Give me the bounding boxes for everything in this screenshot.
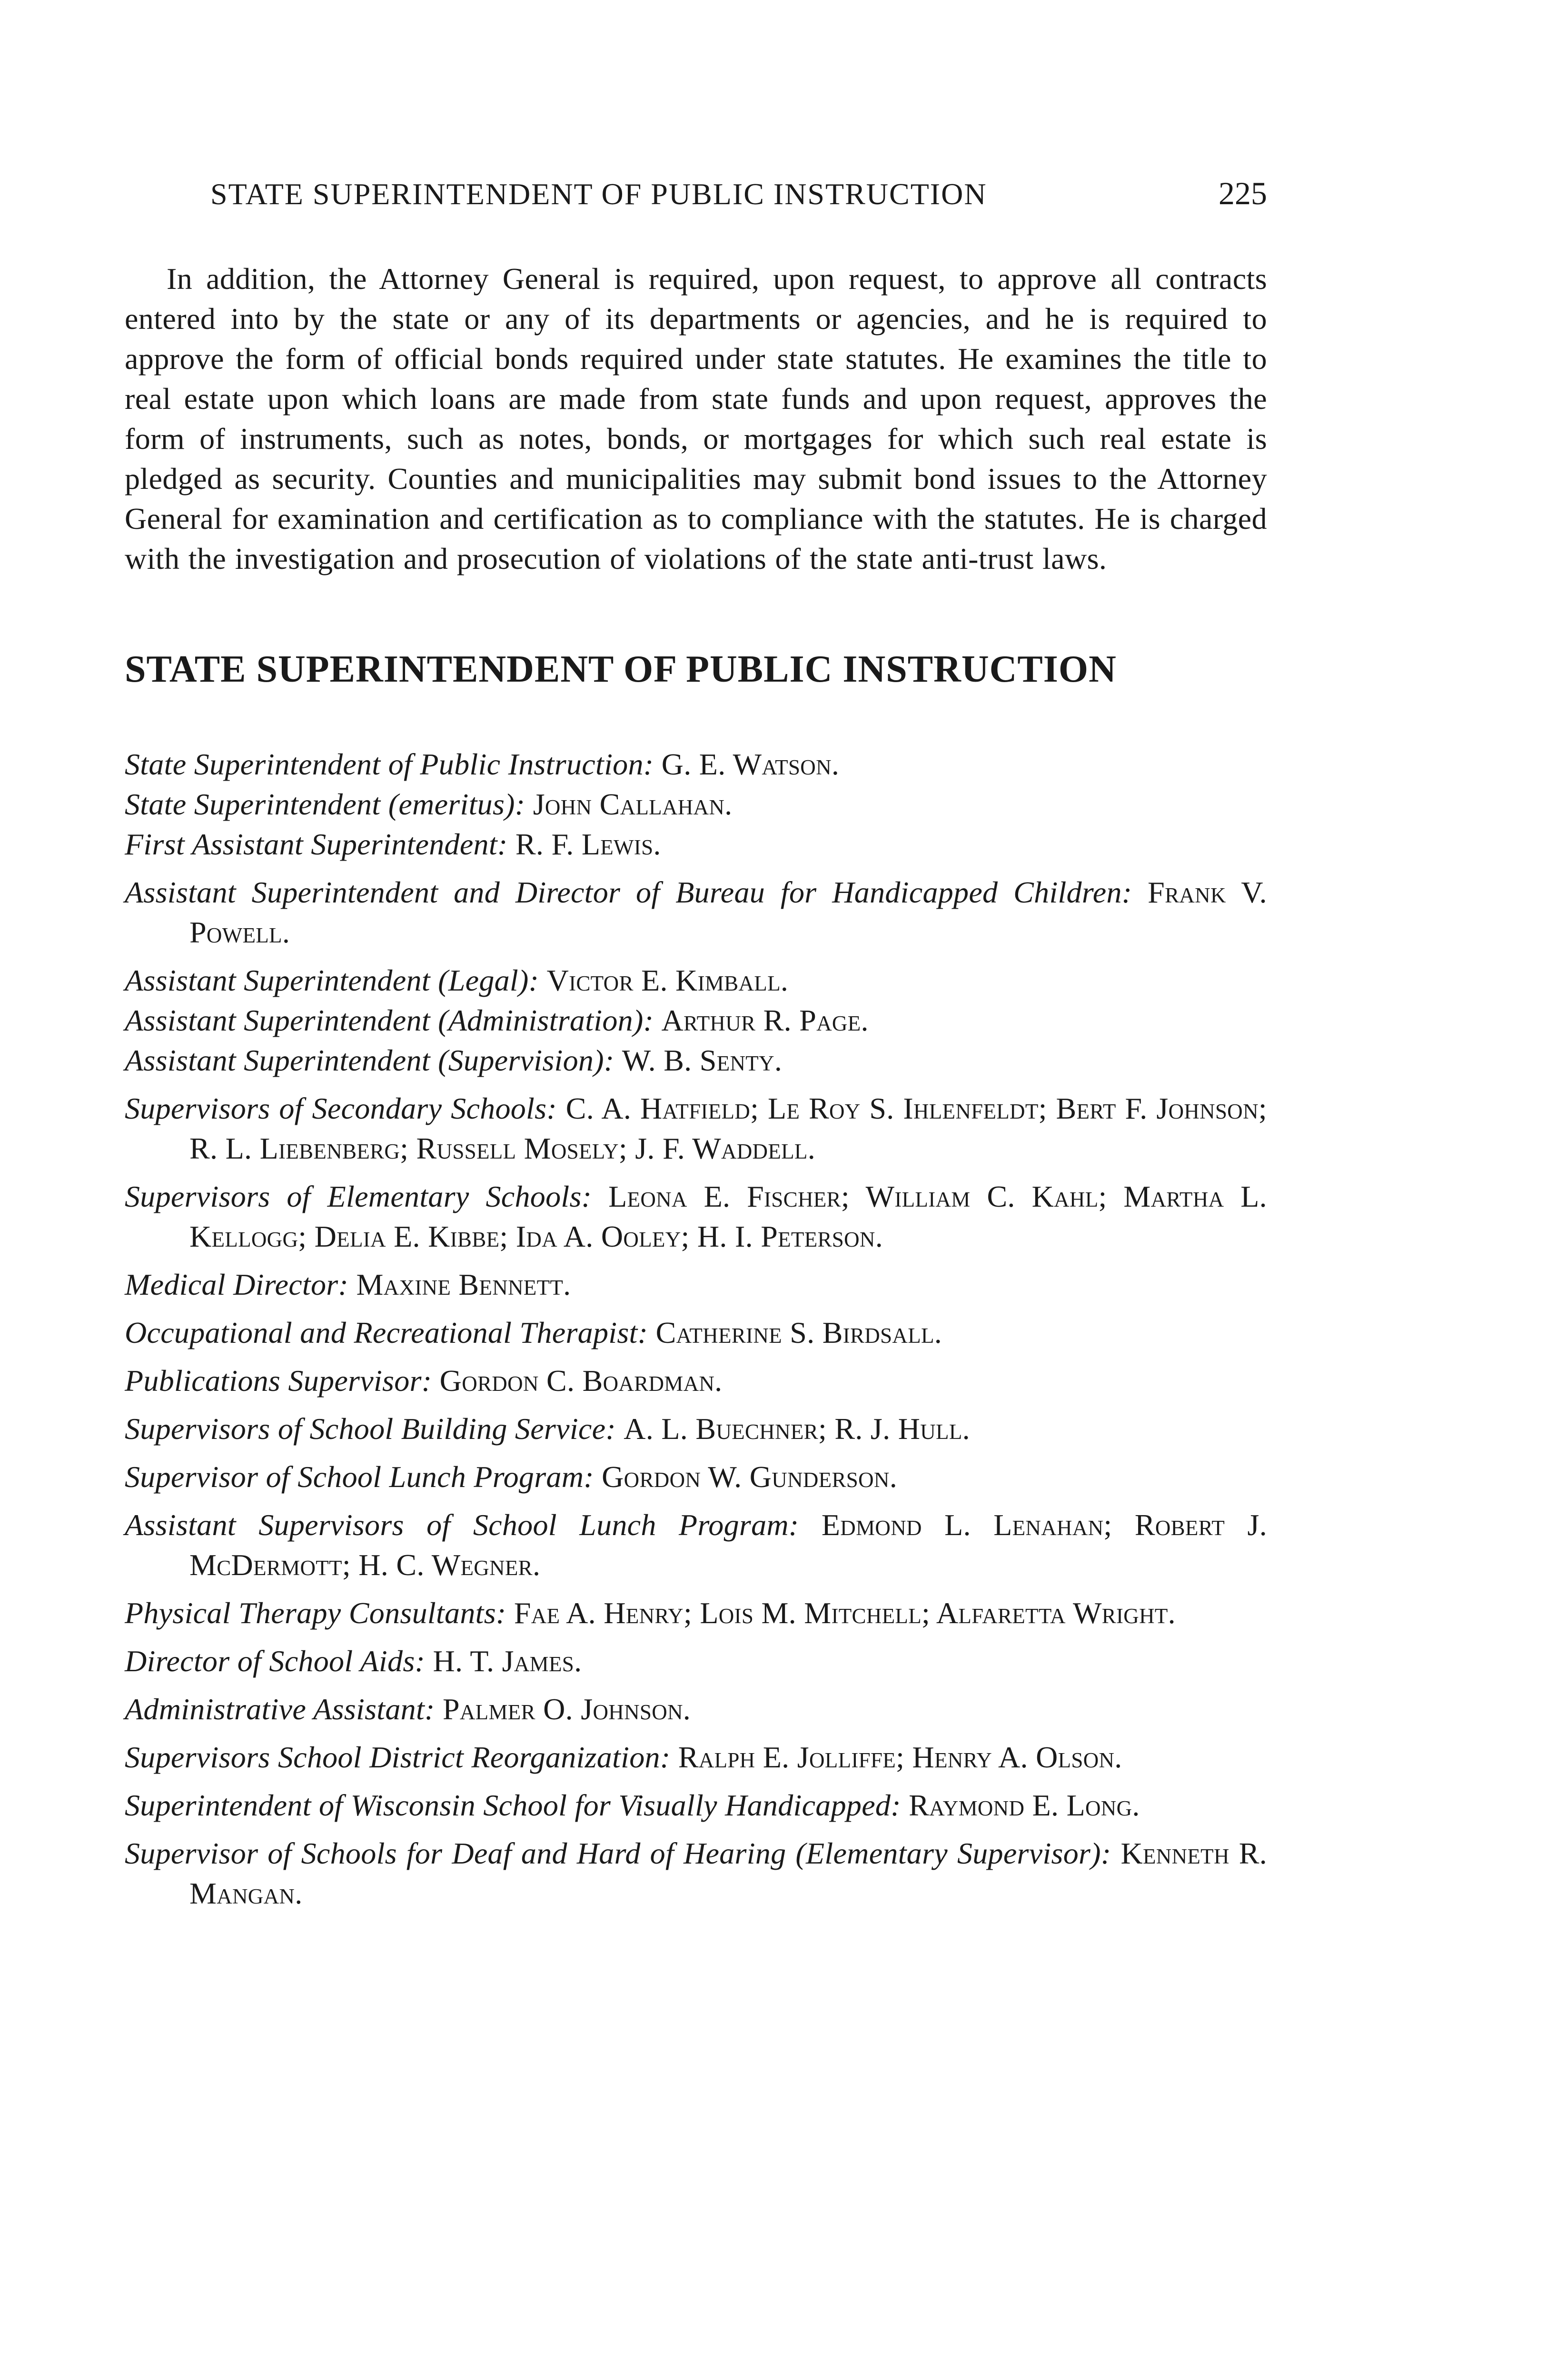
entry-role: Occupational and Recreational Therapist:	[125, 1316, 648, 1349]
entry-role: State Superintendent of Public Instruction:	[125, 747, 654, 781]
body-paragraph: In addition, the Attorney General is required, upon request, to approve all contracts entered into by the state or any of its departments or agencies, and he is required to approve the form of official bonds required under state statutes. He examines the title to real estate upon which loans are made from state funds and upon request, approves the form of instruments, such as notes, bonds, or mortgages for which such real estate is pledged as security. Counties and municipalities may submit bond issues to the Attorney General for examination and certification as to compliance with the statutes. He is charged with the investigation and prosecution of violations of the state anti-trust laws.	[125, 262, 1267, 575]
entry-names: Edmond L. Lenahan; Robert J. McDermott; H. C. Wegner.	[189, 1508, 1267, 1582]
staff-list	[125, 744, 1267, 1914]
entry-role: Assistant Superintendent and Director of Bureau for Handicapped Children:	[125, 875, 1132, 909]
staff-entry	[125, 1001, 1267, 1041]
section-title: STATE SUPERINTENDENT OF PUBLIC INSTRUCTION	[125, 648, 1117, 690]
entry-names: W. B. Senty.	[622, 1043, 783, 1077]
entry-names: Palmer O. Johnson.	[442, 1692, 691, 1726]
running-head	[125, 177, 1267, 209]
staff-entry	[125, 744, 1267, 784]
staff-entry	[125, 1593, 1267, 1633]
staff-entry	[125, 1177, 1267, 1257]
entry-role: Assistant Superintendent (Administration):	[125, 1003, 654, 1037]
entry-role: Publications Supervisor:	[125, 1364, 432, 1398]
staff-entry	[125, 1457, 1267, 1497]
entry-names: G. E. Watson.	[661, 747, 840, 781]
staff-entry	[125, 1041, 1267, 1081]
entry-role: Assistant Supervisors of School Lunch Program:	[125, 1508, 799, 1542]
entry-names: Kenneth R. Mangan.	[189, 1836, 1267, 1910]
staff-entry	[125, 1834, 1267, 1914]
entry-names: R. F. Lewis.	[515, 827, 661, 861]
staff-entry	[125, 1737, 1267, 1777]
entry-role: Supervisors of School Building Service:	[125, 1412, 616, 1446]
staff-entry	[125, 1313, 1267, 1353]
staff-entry	[125, 1641, 1267, 1681]
entry-names: Arthur R. Page.	[661, 1003, 869, 1037]
entry-names: Raymond E. Long.	[909, 1788, 1140, 1822]
entry-names: Victor E. Kimball.	[546, 963, 789, 997]
entry-names: Gordon C. Boardman.	[439, 1364, 723, 1398]
entry-role: Supervisors of Elementary Schools:	[125, 1180, 592, 1213]
entry-names: A. L. Buechner; R. J. Hull.	[624, 1412, 970, 1446]
entry-role: Supervisor of School Lunch Program:	[125, 1460, 594, 1494]
staff-entry	[125, 1689, 1267, 1729]
running-title: STATE SUPERINTENDENT OF PUBLIC INSTRUCTION	[210, 177, 987, 211]
entry-names: Catherine S. Birdsall.	[655, 1316, 942, 1349]
entry-role: Assistant Superintendent (Legal):	[125, 963, 539, 997]
entry-role: Director of School Aids:	[125, 1644, 426, 1678]
entry-names: Gordon W. Gunderson.	[602, 1460, 897, 1494]
entry-names: Frank V. Powell.	[189, 875, 1267, 949]
entry-role: First Assistant Superintendent:	[125, 827, 508, 861]
entry-role: Supervisor of Schools for Deaf and Hard of Hearing (Elementary Supervisor):	[125, 1836, 1111, 1870]
entry-role: State Superintendent (emeritus):	[125, 787, 525, 821]
page-number: 225	[1219, 175, 1267, 211]
staff-entry	[125, 1505, 1267, 1585]
staff-entry	[125, 1265, 1267, 1305]
entry-names: Ralph E. Jolliffe; Henry A. Olson.	[678, 1740, 1122, 1774]
staff-entry	[125, 1409, 1267, 1449]
entry-names: Leona E. Fischer; William C. Kahl; Martha L. Kellogg; Delia E. Kibbe; Ida A. Ooley; H. I. Peterson.	[189, 1180, 1267, 1253]
staff-entry	[125, 873, 1267, 952]
entry-names: John Callahan.	[533, 787, 733, 821]
entry-names: H. T. James.	[433, 1644, 582, 1678]
staff-entry	[125, 1785, 1267, 1825]
entry-role: Physical Therapy Consultants:	[125, 1596, 506, 1630]
entry-role: Administrative Assistant:	[125, 1692, 435, 1726]
entry-role: Supervisors of Secondary Schools:	[125, 1091, 557, 1125]
staff-entry	[125, 824, 1267, 864]
entry-names: Maxine Bennett.	[356, 1268, 571, 1301]
staff-entry	[125, 1089, 1267, 1169]
staff-entry	[125, 784, 1267, 824]
entry-role: Assistant Superintendent (Supervision):	[125, 1043, 614, 1077]
entry-names: C. A. Hatfield; Le Roy S. Ihlenfeldt; Bert F. Johnson; R. L. Liebenberg; Russell Mosely; J. F. Waddell.	[189, 1091, 1267, 1165]
entry-role: Supervisors School District Reorganization:	[125, 1740, 671, 1774]
entry-names: Fae A. Henry; Lois M. Mitchell; Alfaretta Wright.	[514, 1596, 1176, 1630]
staff-entry	[125, 961, 1267, 1001]
entry-role: Superintendent of Wisconsin School for Visually Handicapped:	[125, 1788, 901, 1822]
staff-entry	[125, 1361, 1267, 1401]
entry-role: Medical Director:	[125, 1268, 349, 1301]
book-page	[125, 177, 1267, 1922]
